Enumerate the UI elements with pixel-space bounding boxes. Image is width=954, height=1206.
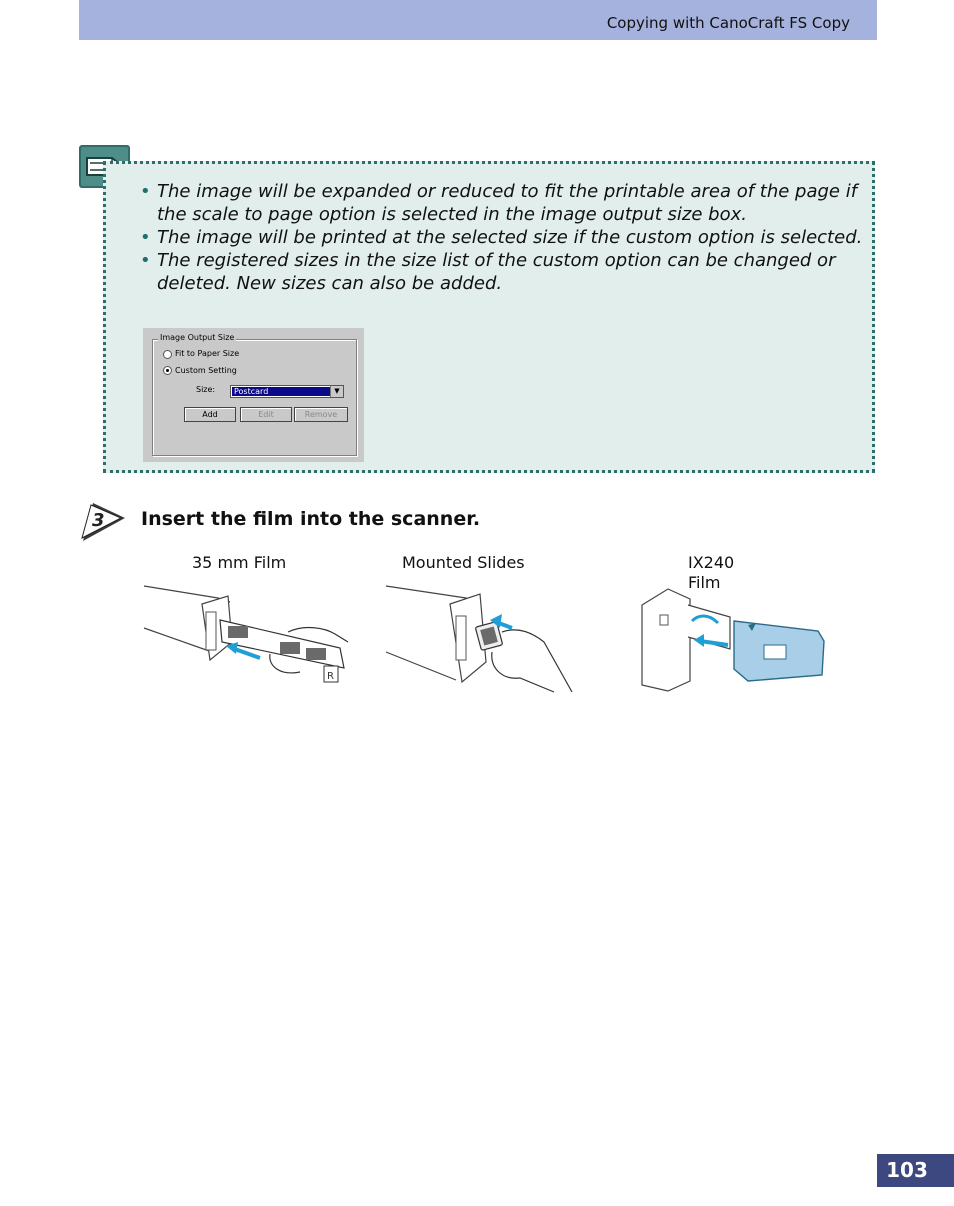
- insert-35mm-film-illustration: [140, 582, 355, 690]
- group-title: Image Output Size: [160, 333, 235, 342]
- bullet-dot: •: [140, 181, 151, 202]
- size-label: Size:: [196, 385, 216, 394]
- note-bullets: [140, 180, 865, 295]
- bullet-dot: •: [140, 227, 151, 248]
- custom-setting-radio[interactable]: [163, 366, 172, 375]
- page-number: 103: [886, 1158, 928, 1182]
- add-button[interactable]: Add: [184, 407, 236, 422]
- bullet-text: The image will be printed at the selected size if the custom option is selected.: [157, 227, 863, 248]
- header-title: Copying with CanoCraft FS Copy: [606, 14, 850, 32]
- fit-to-paper-radio[interactable]: [163, 350, 172, 359]
- fit-to-paper-label: Fit to Paper Size: [175, 349, 240, 358]
- chevron-down-icon[interactable]: ▼: [330, 386, 343, 397]
- remove-button[interactable]: Remove: [294, 407, 348, 422]
- custom-setting-label: Custom Setting: [175, 366, 237, 375]
- edit-button[interactable]: Edit: [240, 407, 292, 422]
- note-bullet-item: [140, 180, 865, 226]
- image-output-size-dialog: [143, 328, 364, 462]
- size-select-value: Postcard: [232, 387, 332, 396]
- header-bar: [79, 0, 877, 40]
- film-holder-mark: R: [327, 671, 334, 682]
- note-bullet-item: [140, 226, 865, 249]
- insert-mounted-slide-illustration: [384, 582, 579, 697]
- bullet-text: The image will be expanded or reduced to fit the printable area of the page if the scale to page option is selected in the image output size box.: [157, 181, 858, 225]
- page-number-box: [877, 1154, 954, 1187]
- caption-35mm-film: 35 mm Film: [192, 553, 287, 572]
- note-bullet-item: [140, 249, 865, 295]
- caption-ix240-line1: IX240: [688, 553, 735, 572]
- caption-ix240-line2: Film: [688, 573, 721, 592]
- step-number-icon: [79, 503, 125, 541]
- step-number: 3: [92, 510, 105, 531]
- caption-mounted-slides: Mounted Slides: [402, 553, 525, 572]
- bullet-dot: •: [140, 250, 151, 271]
- insert-ix240-cartridge-illustration: [638, 585, 828, 695]
- size-select[interactable]: [230, 385, 344, 398]
- bullet-text: The registered sizes in the size list of the custom option can be changed or deleted. New sizes can also be added.: [157, 250, 836, 294]
- step-heading: Insert the film into the scanner.: [141, 508, 481, 530]
